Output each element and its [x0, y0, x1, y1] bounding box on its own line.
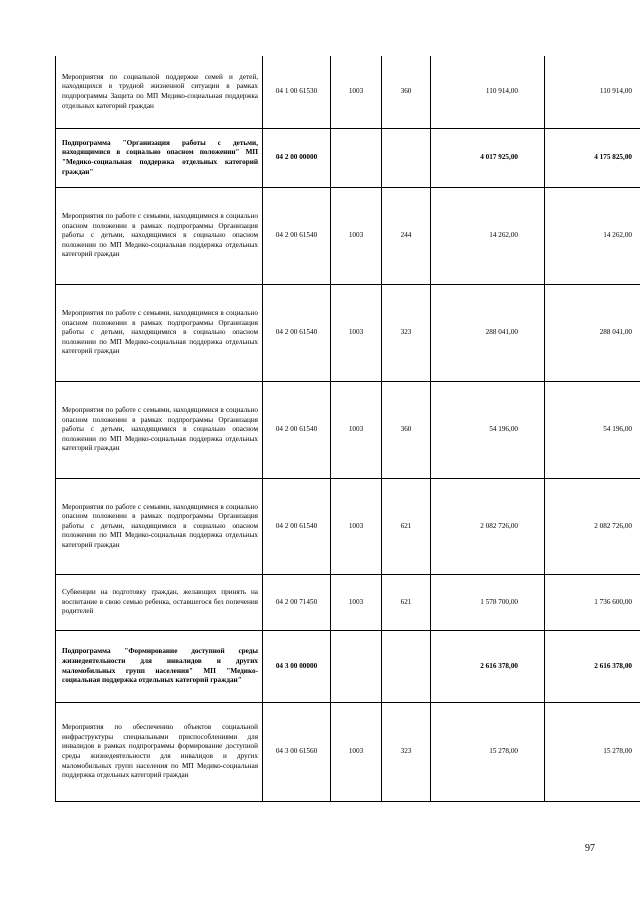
page-number: 97	[585, 843, 595, 854]
row-sum-year2: 110 914,00	[545, 56, 640, 129]
row-target-article: 04 2 00 71450	[263, 575, 331, 631]
table-row	[56, 575, 640, 631]
row-target-article: 04 3 00 61560	[263, 703, 331, 802]
row-sum-year1: 1 578 700,00	[431, 575, 545, 631]
row-target-article: 04 2 00 61540	[263, 382, 331, 479]
row-name: Мероприятия по работе с семьями, находящимися в социально опасном положении в рамках подпрограммы Организация работы с детьми, находящимися в социально опасном положении по МП Медико-социальная поддержка отдельных категорий граждан	[56, 479, 263, 575]
row-expense-type: 621	[382, 575, 431, 631]
row-section: 1003	[331, 703, 382, 802]
row-target-article: 04 2 00 61540	[263, 479, 331, 575]
row-sum-year2: 2 082 726,00	[545, 479, 640, 575]
row-expense-type: 323	[382, 703, 431, 802]
row-expense-type: 621	[382, 479, 431, 575]
row-sum-year2: 4 175 825,00	[545, 129, 640, 188]
table-row	[56, 479, 640, 575]
row-section	[331, 631, 382, 703]
row-sum-year1: 14 262,00	[431, 188, 545, 285]
row-expense-type	[382, 631, 431, 703]
row-name: Мероприятия по работе с семьями, находящимися в социально опасном положении в рамках подпрограммы Организация работы с детьми, находящимися в социально опасном положении по МП Медико-социальная поддержка отдельных категорий граждан	[56, 188, 263, 285]
row-name: Мероприятия по обеспечению объектов социальной инфраструктуры специальными приспособлениями для инвалидов в рамках подпрограммы формирование доступной среды жизнедеятельности для инвалидов и других маломобильных групп населения по МП Медико-социальная поддержка отдельных категорий граждан	[56, 703, 263, 802]
row-sum-year2: 54 196,00	[545, 382, 640, 479]
row-section: 1003	[331, 56, 382, 129]
row-sum-year2: 14 262,00	[545, 188, 640, 285]
row-expense-type: 244	[382, 188, 431, 285]
table-row	[56, 285, 640, 382]
row-sum-year2: 2 616 378,00	[545, 631, 640, 703]
row-sum-year2: 1 736 600,00	[545, 575, 640, 631]
row-name: Мероприятия по работе с семьями, находящимися в социально опасном положении в рамках подпрограммы Организация работы с детьми, находящимися в социально опасном положении по МП Медико-социальная поддержка отдельных категорий граждан	[56, 285, 263, 382]
row-section: 1003	[331, 188, 382, 285]
row-expense-type: 360	[382, 382, 431, 479]
table-row	[56, 703, 640, 802]
table-row	[56, 188, 640, 285]
row-sum-year1: 4 017 925,00	[431, 129, 545, 188]
row-expense-type: 360	[382, 56, 431, 129]
row-target-article: 04 2 00 61540	[263, 188, 331, 285]
row-section: 1003	[331, 285, 382, 382]
table-row-subprogram	[56, 631, 640, 703]
row-sum-year1: 288 041,00	[431, 285, 545, 382]
row-name: Мероприятия по работе с семьями, находящимися в социально опасном положении в рамках подпрограммы Организация работы с детьми, находящимися в социально опасном положении по МП Медико-социальная поддержка отдельных категорий граждан	[56, 382, 263, 479]
row-name: Подпрограмма "Формирование доступной среды жизнедеятельности для инвалидов и других маломобильных групп населения" МП "Медико-социальная поддержка отдельных категорий граждан"	[56, 631, 263, 703]
row-section: 1003	[331, 382, 382, 479]
row-sum-year2: 15 278,00	[545, 703, 640, 802]
row-target-article: 04 3 00 00000	[263, 631, 331, 703]
row-section	[331, 129, 382, 188]
table-row	[56, 382, 640, 479]
row-name: Мероприятия по социальной поддержке семей и детей, находящихся в трудной жизненной ситуации в рамках подпрограммы Защита по МП Медико-социальная поддержка отдельных категорий граждан	[56, 56, 263, 129]
row-sum-year2: 288 041,00	[545, 285, 640, 382]
row-expense-type: 323	[382, 285, 431, 382]
row-name: Субвенции на подготовку граждан, желающих принять на воспитание в свою семью ребенка, оставшегося без попечения родителей	[56, 575, 263, 631]
table-row-subprogram	[56, 129, 640, 188]
row-section: 1003	[331, 575, 382, 631]
table-row	[56, 56, 640, 129]
row-sum-year1: 110 914,00	[431, 56, 545, 129]
row-sum-year1: 15 278,00	[431, 703, 545, 802]
row-expense-type	[382, 129, 431, 188]
row-sum-year1: 2 616 378,00	[431, 631, 545, 703]
row-name: Подпрограмма "Организация работы с детьми, находящимися в социально опасном положении" МП "Медико-социальная поддержка отдельных категорий граждан"	[56, 129, 263, 188]
row-section: 1003	[331, 479, 382, 575]
row-target-article: 04 2 00 61540	[263, 285, 331, 382]
row-sum-year1: 2 082 726,00	[431, 479, 545, 575]
row-target-article: 04 2 00 00000	[263, 129, 331, 188]
row-target-article: 04 1 00 61530	[263, 56, 331, 129]
row-sum-year1: 54 196,00	[431, 382, 545, 479]
budget-table	[55, 56, 640, 802]
